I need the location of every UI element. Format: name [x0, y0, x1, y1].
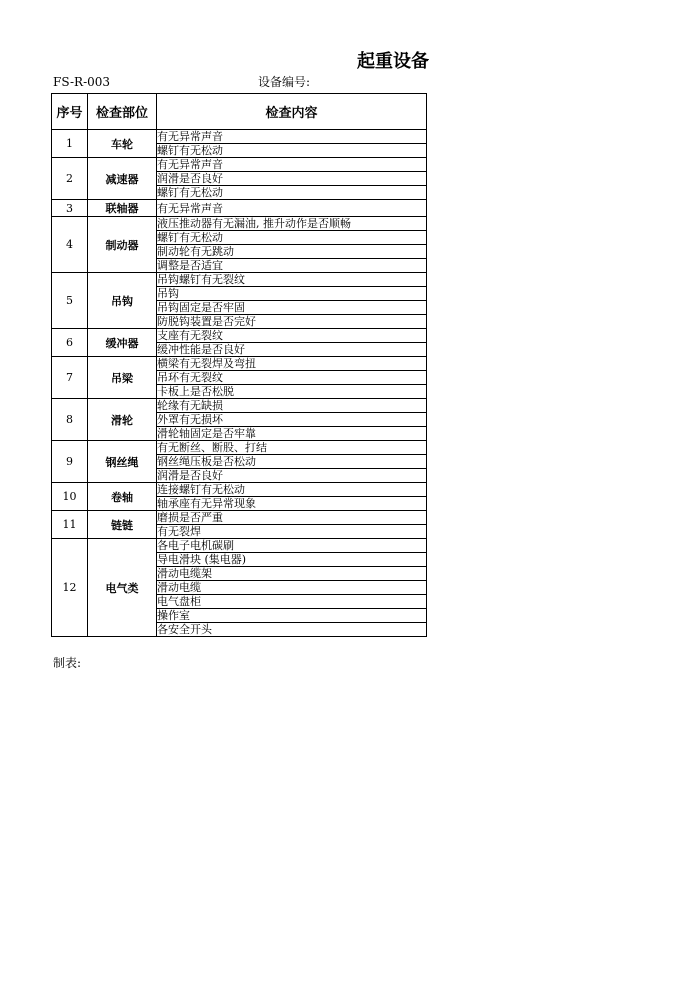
inspection-item: 连接螺钉有无松动 [157, 483, 427, 497]
inspection-item: 滑轮轴固定是否牢靠 [157, 427, 427, 441]
row-index: 3 [52, 200, 88, 217]
inspection-item: 外罩有无损坏 [157, 413, 427, 427]
inspection-part: 吊钩 [88, 273, 157, 329]
inspection-table [51, 93, 427, 637]
inspection-item: 操作室 [157, 609, 427, 623]
inspection-item: 吊环有无裂纹 [157, 371, 427, 385]
row-index: 10 [52, 483, 88, 511]
table-row [52, 441, 427, 455]
inspection-item: 各电子电机碳刷 [157, 539, 427, 553]
row-index: 6 [52, 329, 88, 357]
table-row [52, 130, 427, 144]
inspection-part: 车轮 [88, 130, 157, 158]
table-row [52, 483, 427, 497]
inspection-item: 有无异常声音 [157, 200, 427, 217]
inspection-item: 防脱钩装置是否完好 [157, 315, 427, 329]
table-row [52, 399, 427, 413]
inspection-item: 螺钉有无松动 [157, 231, 427, 245]
table-row [52, 273, 427, 287]
inspection-item: 有无断丝、断股、打结 [157, 441, 427, 455]
table-row [52, 217, 427, 231]
row-index: 4 [52, 217, 88, 273]
page-title: 起重设备 [357, 51, 429, 72]
inspection-item: 横梁有无裂焊及弯扭 [157, 357, 427, 371]
table-row [52, 357, 427, 371]
row-index: 2 [52, 158, 88, 200]
row-index: 9 [52, 441, 88, 483]
inspection-item: 螺钉有无松动 [157, 144, 427, 158]
inspection-part: 钢丝绳 [88, 441, 157, 483]
inspection-item: 缓冲性能是否良好 [157, 343, 427, 357]
inspection-item: 卡板上是否松脱 [157, 385, 427, 399]
row-index: 12 [52, 539, 88, 637]
maker-label: 制表: [53, 656, 82, 670]
inspection-item: 吊钩固定是否牢固 [157, 301, 427, 315]
inspection-item: 滑动电缆架 [157, 567, 427, 581]
equipment-number-label: 设备编号: [258, 75, 311, 89]
row-index: 5 [52, 273, 88, 329]
inspection-item: 磨损是否严重 [157, 511, 427, 525]
header-part: 检查部位 [88, 94, 157, 130]
inspection-item: 支座有无裂纹 [157, 329, 427, 343]
inspection-item: 液压推动器有无漏油, 推升动作是否顺畅 [157, 217, 427, 231]
inspection-item: 润滑是否良好 [157, 172, 427, 186]
inspection-part: 联轴器 [88, 200, 157, 217]
inspection-item: 电气盘柜 [157, 595, 427, 609]
inspection-part: 制动器 [88, 217, 157, 273]
inspection-part: 链链 [88, 511, 157, 539]
row-index: 8 [52, 399, 88, 441]
table-row [52, 200, 427, 217]
inspection-part: 减速器 [88, 158, 157, 200]
table-row [52, 329, 427, 343]
inspection-item: 螺钉有无松动 [157, 186, 427, 200]
table-row [52, 158, 427, 172]
inspection-item: 调整是否适宜 [157, 259, 427, 273]
inspection-item: 导电滑块 (集电器) [157, 553, 427, 567]
table-row [52, 539, 427, 553]
inspection-part: 电气类 [88, 539, 157, 637]
inspection-part: 卷轴 [88, 483, 157, 511]
row-index: 1 [52, 130, 88, 158]
inspection-part: 缓冲器 [88, 329, 157, 357]
inspection-item: 有无异常声音 [157, 158, 427, 172]
row-index: 11 [52, 511, 88, 539]
inspection-part: 吊梁 [88, 357, 157, 399]
inspection-item: 轴承座有无异常现象 [157, 497, 427, 511]
inspection-item: 滑动电缆 [157, 581, 427, 595]
table-body [52, 130, 427, 637]
table-header-row [52, 94, 427, 130]
row-index: 7 [52, 357, 88, 399]
table-row [52, 511, 427, 525]
inspection-item: 钢丝绳压板是否松动 [157, 455, 427, 469]
inspection-item: 有无裂焊 [157, 525, 427, 539]
inspection-item: 有无异常声音 [157, 130, 427, 144]
header-content: 检查内容 [157, 94, 427, 130]
inspection-item: 吊钩螺钉有无裂纹 [157, 273, 427, 287]
header-index: 序号 [52, 94, 88, 130]
form-code: FS-R-003 [53, 75, 111, 89]
inspection-item: 制动轮有无跳动 [157, 245, 427, 259]
inspection-item: 润滑是否良好 [157, 469, 427, 483]
inspection-item: 轮缘有无缺损 [157, 399, 427, 413]
inspection-item: 各安全开头 [157, 623, 427, 637]
inspection-item: 吊钩 [157, 287, 427, 301]
inspection-part: 滑轮 [88, 399, 157, 441]
